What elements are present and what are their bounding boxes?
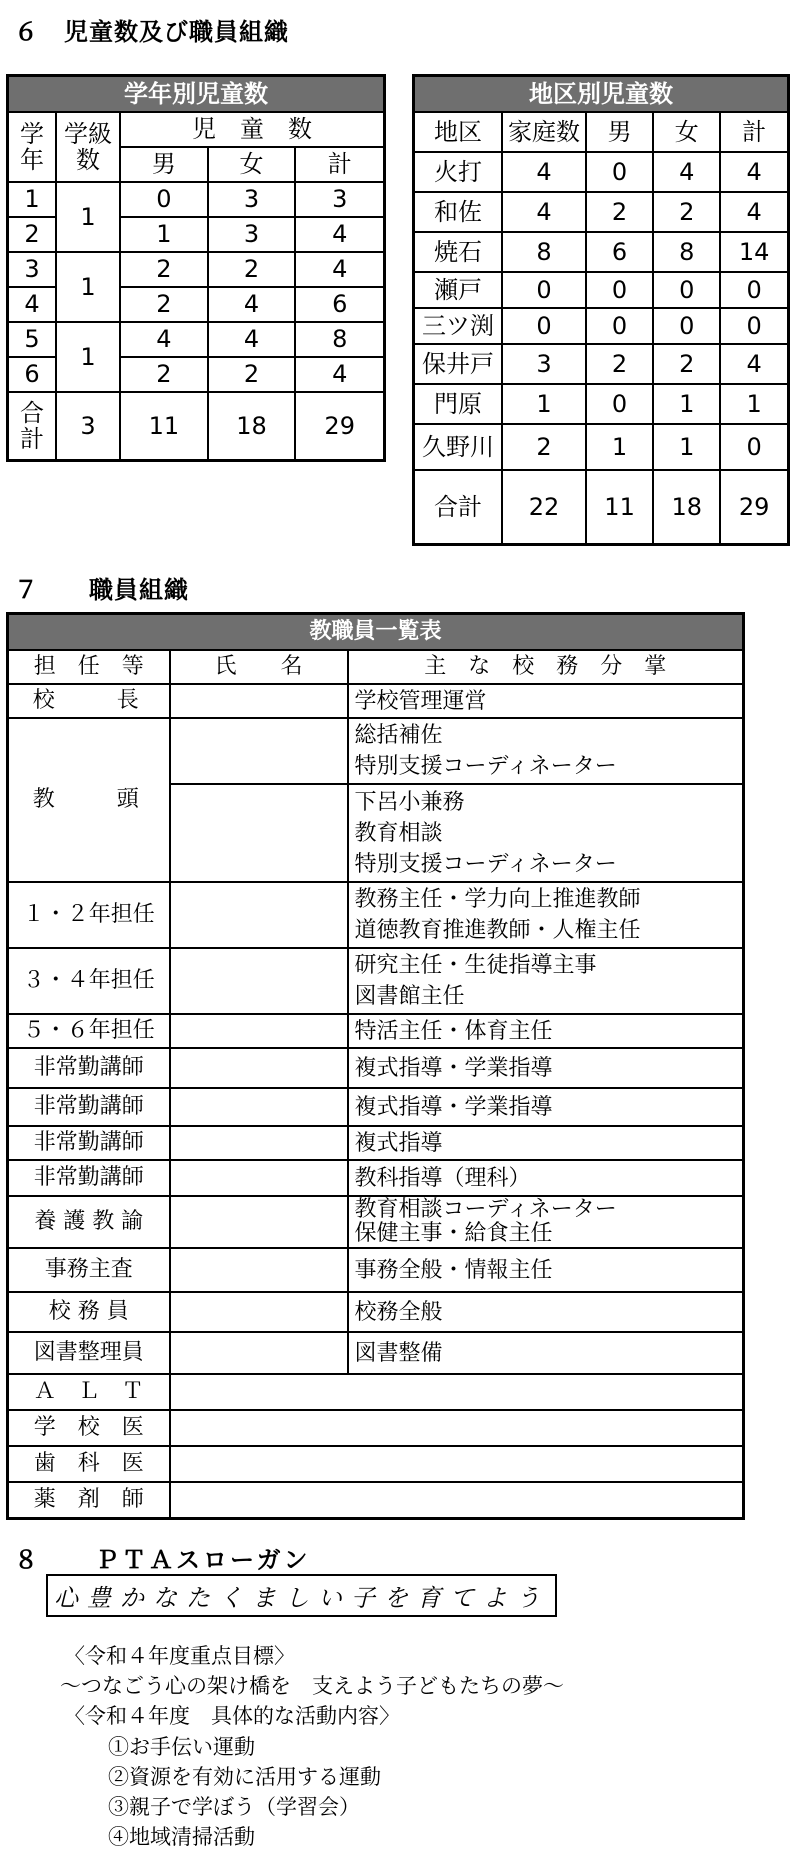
name-cell — [170, 1248, 348, 1292]
grade-table-title: 学年別児童数 — [8, 76, 385, 113]
table-row — [414, 384, 789, 424]
name-cell — [170, 1292, 348, 1332]
duty-cell: 総括補佐 特別支援コーディネーター — [348, 718, 744, 784]
households-cell: 3 — [502, 344, 586, 384]
staff-table-title: 教職員一覧表 — [8, 614, 744, 651]
name-cell — [170, 1410, 744, 1446]
sum-label: 合 計 — [8, 392, 57, 461]
table-row — [414, 424, 789, 470]
sum-classes: 3 — [56, 392, 120, 461]
role-cell: Ａ Ｌ Ｔ — [8, 1374, 170, 1410]
table-row — [8, 684, 744, 718]
grade-cell: 5 — [8, 322, 57, 357]
table-row — [8, 1160, 744, 1196]
pta-slogan: 心豊かなたくましい子を育てよう — [46, 1574, 557, 1617]
district-cell: 保井戸 — [414, 344, 503, 384]
table-row — [8, 1048, 744, 1088]
activity-item: ①お手伝い運動 — [108, 1735, 255, 1759]
name-cell — [170, 1014, 348, 1048]
table-row — [8, 1126, 744, 1160]
households-cell: 0 — [502, 308, 586, 344]
table-row — [8, 1410, 744, 1446]
sum-total: 29 — [720, 470, 788, 544]
boys-cell: 2 — [586, 344, 653, 384]
boys-cell: 1 — [120, 217, 208, 252]
name-cell — [170, 1160, 348, 1196]
girls-cell: 1 — [653, 384, 720, 424]
role-cell: 非常勤講師 — [8, 1048, 170, 1088]
boys-cell: 0 — [586, 308, 653, 344]
table-row — [8, 252, 385, 287]
total-cell: 0 — [720, 308, 788, 344]
district-cell: 火打 — [414, 152, 503, 192]
role-cell: 非常勤講師 — [8, 1088, 170, 1126]
table-row — [8, 322, 385, 357]
girls-header: 女 — [653, 112, 720, 152]
boys-cell: 2 — [120, 287, 208, 322]
classes-cell: 1 — [56, 252, 120, 322]
name-cell — [170, 1446, 744, 1482]
girls-cell: 4 — [208, 322, 296, 357]
section6-heading: ６ 児童数及び職員組織 — [14, 18, 289, 46]
girls-cell: 8 — [653, 232, 720, 272]
duty-cell: 校務全般 — [348, 1292, 744, 1332]
role-cell: 非常勤講師 — [8, 1160, 170, 1196]
boys-cell: 0 — [586, 152, 653, 192]
table-row — [8, 1196, 744, 1248]
name-cell — [170, 882, 348, 948]
role-cell: ５・６年担任 — [8, 1014, 170, 1048]
classes-header: 学級 数 — [56, 112, 120, 182]
role-cell: 学 校 医 — [8, 1410, 170, 1446]
table-row — [8, 882, 744, 948]
households-cell: 4 — [502, 152, 586, 192]
name-cell — [170, 1482, 744, 1518]
district-cell: 和佐 — [414, 192, 503, 232]
girls-cell: 2 — [208, 252, 296, 287]
district-header: 地区 — [414, 112, 503, 152]
duty-cell: 学校管理運営 — [348, 684, 744, 718]
boys-cell: 2 — [120, 252, 208, 287]
name-cell — [170, 948, 348, 1014]
table-row-sum — [414, 470, 789, 544]
grade-children-table — [6, 74, 386, 462]
sum-label: 合計 — [414, 470, 503, 544]
role-cell: ３・４年担任 — [8, 948, 170, 1014]
total-header: 計 — [720, 112, 788, 152]
grade-cell: 4 — [8, 287, 57, 322]
district-cell: 焼石 — [414, 232, 503, 272]
table-row — [8, 1248, 744, 1292]
duty-cell: 図書整備 — [348, 1332, 744, 1374]
activity-label: 〈令和４年度 具体的な活動内容〉 — [64, 1704, 400, 1728]
boys-cell: 1 — [586, 424, 653, 470]
girls-cell: 0 — [653, 272, 720, 308]
total-cell: 14 — [720, 232, 788, 272]
total-cell: 4 — [295, 217, 384, 252]
goal-label: 〈令和４年度重点目標〉 — [64, 1644, 295, 1668]
total-cell: 8 — [295, 322, 384, 357]
households-header: 家庭数 — [502, 112, 586, 152]
district-children-table — [412, 74, 790, 546]
duty-header: 主 な 校 務 分 掌 — [348, 650, 744, 684]
table-row — [8, 1088, 744, 1126]
grade-header: 学 年 — [8, 112, 57, 182]
households-cell: 4 — [502, 192, 586, 232]
role-cell: 図書整理員 — [8, 1332, 170, 1374]
sum-girls: 18 — [653, 470, 720, 544]
role-cell: 薬 剤 師 — [8, 1482, 170, 1518]
sum-total: 29 — [295, 392, 384, 461]
sum-households: 22 — [502, 470, 586, 544]
total-cell: 0 — [720, 272, 788, 308]
total-cell: 6 — [295, 287, 384, 322]
goal-text: ～つなごう心の架け橋を 支えよう子どもたちの夢～ — [60, 1674, 564, 1698]
table-row — [8, 1292, 744, 1332]
girls-cell: 2 — [653, 344, 720, 384]
girls-cell: 2 — [208, 357, 296, 392]
duty-cell: 複式指導・学業指導 — [348, 1048, 744, 1088]
table-row — [414, 192, 789, 232]
district-cell: 三ツ渕 — [414, 308, 503, 344]
table-row-sum — [8, 392, 385, 461]
table-row — [8, 718, 744, 784]
boys-cell: 2 — [586, 192, 653, 232]
classes-cell: 1 — [56, 182, 120, 252]
activity-item: ③親子で学ぼう（学習会） — [108, 1795, 360, 1819]
boys-header: 男 — [586, 112, 653, 152]
table-row — [414, 344, 789, 384]
boys-cell: 0 — [120, 182, 208, 217]
boys-cell: 2 — [120, 357, 208, 392]
duty-cell: 複式指導 — [348, 1126, 744, 1160]
table-row — [8, 182, 385, 217]
total-cell: 4 — [720, 152, 788, 192]
district-table-title: 地区別児童数 — [414, 76, 789, 113]
total-header: 計 — [295, 147, 384, 182]
table-row — [414, 152, 789, 192]
boys-cell: 4 — [120, 322, 208, 357]
grade-cell: 2 — [8, 217, 57, 252]
girls-cell: 3 — [208, 182, 296, 217]
table-row — [8, 1482, 744, 1518]
grade-cell: 6 — [8, 357, 57, 392]
table-row — [8, 1332, 744, 1374]
total-cell: 4 — [295, 357, 384, 392]
name-cell — [170, 1374, 744, 1410]
name-cell — [170, 1088, 348, 1126]
duty-cell: 教育相談コーディネーター 保健主事・給食主任 — [348, 1196, 744, 1248]
duty-cell: 事務全般・情報主任 — [348, 1248, 744, 1292]
households-cell: 2 — [502, 424, 586, 470]
role-cell: 非常勤講師 — [8, 1126, 170, 1160]
girls-cell: 2 — [653, 192, 720, 232]
name-cell — [170, 684, 348, 718]
district-cell: 瀬戸 — [414, 272, 503, 308]
grade-cell: 3 — [8, 252, 57, 287]
children-header: 児 童 数 — [120, 112, 385, 147]
table-row — [414, 308, 789, 344]
sum-girls: 18 — [208, 392, 296, 461]
total-cell: 1 — [720, 384, 788, 424]
table-row — [8, 1374, 744, 1410]
boys-cell: 6 — [586, 232, 653, 272]
activity-item: ④地域清掃活動 — [108, 1825, 255, 1849]
role-cell: 教 頭 — [8, 718, 170, 882]
girls-header: 女 — [208, 147, 296, 182]
duty-cell: 研究主任・生徒指導主事 図書館主任 — [348, 948, 744, 1014]
total-cell: 4 — [295, 252, 384, 287]
table-row — [8, 1014, 744, 1048]
table-row — [8, 948, 744, 1014]
total-cell: 4 — [720, 192, 788, 232]
total-cell: 4 — [720, 344, 788, 384]
district-cell: 久野川 — [414, 424, 503, 470]
girls-cell: 0 — [653, 308, 720, 344]
section8-heading: ８ ＰＴＡスローガン — [14, 1546, 311, 1574]
name-cell — [170, 1126, 348, 1160]
name-cell — [170, 1196, 348, 1248]
girls-cell: 3 — [208, 217, 296, 252]
sum-boys: 11 — [120, 392, 208, 461]
sum-boys: 11 — [586, 470, 653, 544]
boys-header: 男 — [120, 147, 208, 182]
households-cell: 0 — [502, 272, 586, 308]
role-cell: 歯 科 医 — [8, 1446, 170, 1482]
classes-cell: 1 — [56, 322, 120, 392]
boys-cell: 0 — [586, 384, 653, 424]
duty-cell: 教科指導（理科） — [348, 1160, 744, 1196]
role-cell: 養 護 教 諭 — [8, 1196, 170, 1248]
table-row — [414, 232, 789, 272]
name-cell — [170, 784, 348, 882]
table-row — [414, 272, 789, 308]
boys-cell: 0 — [586, 272, 653, 308]
total-cell: 3 — [295, 182, 384, 217]
duty-cell: 下呂小兼務 教育相談 特別支援コーディネーター — [348, 784, 744, 882]
name-cell — [170, 1048, 348, 1088]
grade-cell: 1 — [8, 182, 57, 217]
girls-cell: 1 — [653, 424, 720, 470]
role-header: 担 任 等 — [8, 650, 170, 684]
staff-list-table — [6, 612, 745, 1520]
duty-cell: 教務主任・学力向上推進教師 道徳教育推進教師・人権主任 — [348, 882, 744, 948]
name-header: 氏 名 — [170, 650, 348, 684]
name-cell — [170, 1332, 348, 1374]
total-cell: 0 — [720, 424, 788, 470]
section7-heading: ７ 職員組織 — [14, 576, 189, 604]
households-cell: 8 — [502, 232, 586, 272]
girls-cell: 4 — [208, 287, 296, 322]
district-cell: 門原 — [414, 384, 503, 424]
role-cell: １・２年担任 — [8, 882, 170, 948]
role-cell: 事務主査 — [8, 1248, 170, 1292]
name-cell — [170, 718, 348, 784]
duty-cell: 複式指導・学業指導 — [348, 1088, 744, 1126]
households-cell: 1 — [502, 384, 586, 424]
activity-item: ②資源を有効に活用する運動 — [108, 1765, 381, 1789]
table-row — [8, 1446, 744, 1482]
role-cell: 校 長 — [8, 684, 170, 718]
girls-cell: 4 — [653, 152, 720, 192]
role-cell: 校 務 員 — [8, 1292, 170, 1332]
duty-cell: 特活主任・体育主任 — [348, 1014, 744, 1048]
